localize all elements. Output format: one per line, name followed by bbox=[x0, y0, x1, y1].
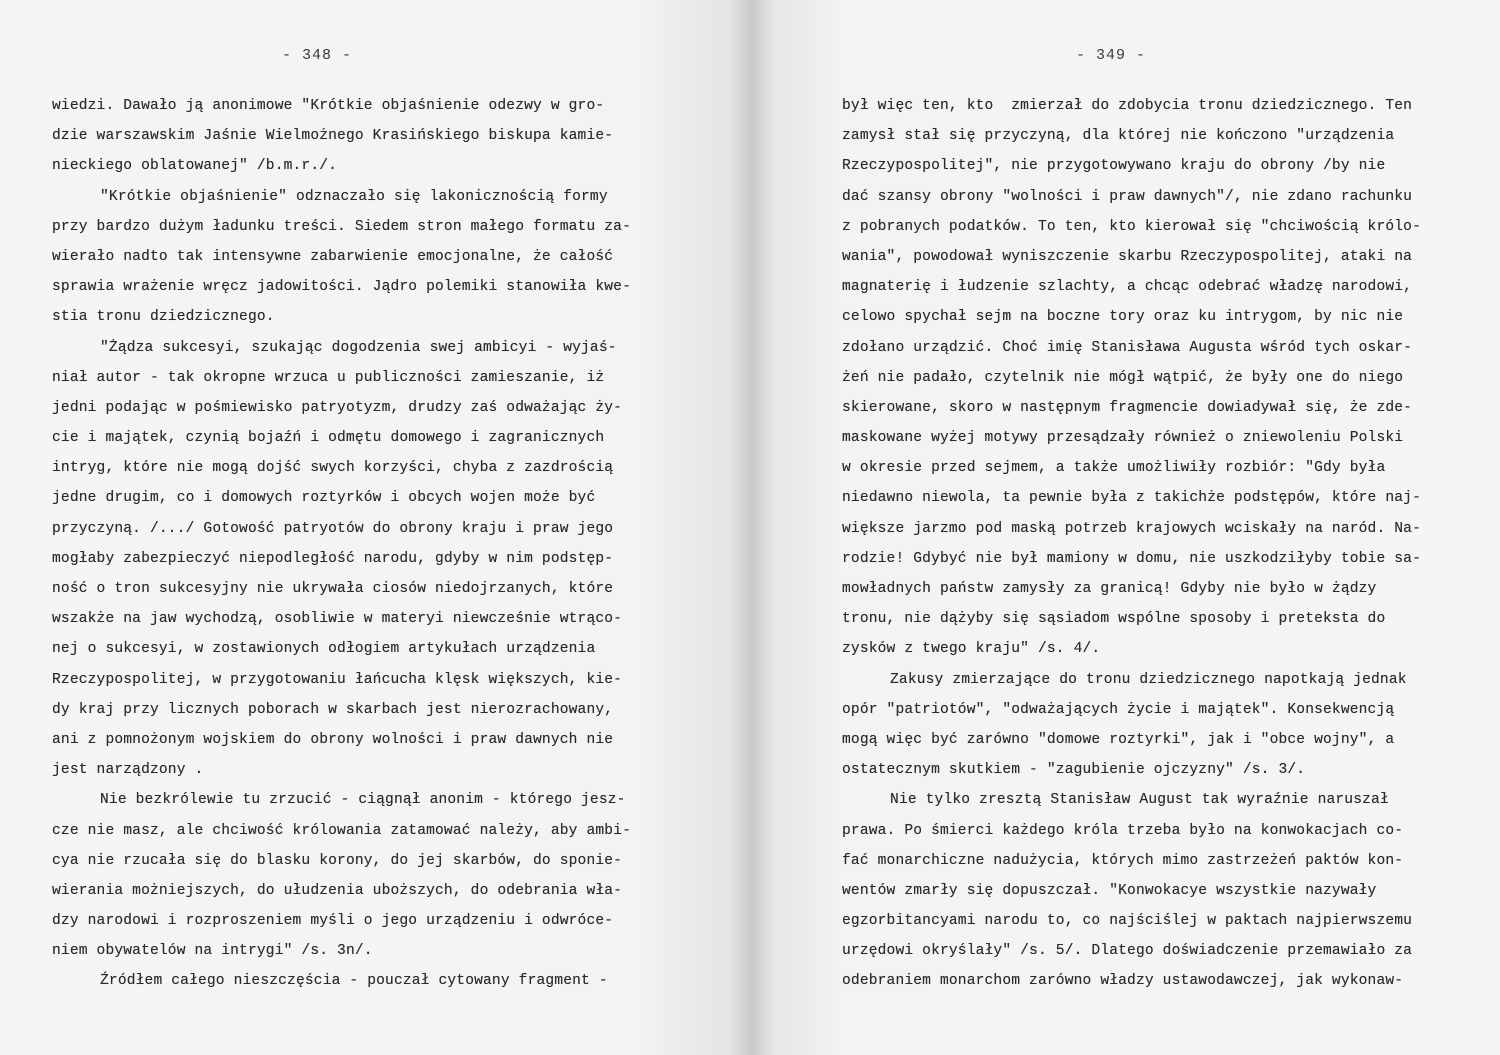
text-line: większe jarzmo pod maską potrzeb krajowych wciskały na naród. Na- bbox=[842, 520, 1421, 537]
text-line: nej o sukcesyi, w zostawionych odłogiem artykułach urządzenia bbox=[52, 641, 596, 658]
text-line: "Żądza sukcesyi, szukając dogodzenia swej ambicyi - wyjaś- bbox=[100, 339, 617, 356]
text-line: zamysł stał się przyczyną, dla której nie kończono "urządzenia bbox=[842, 128, 1395, 145]
text-line: stia tronu dziedzicznego. bbox=[52, 309, 275, 326]
text-line: jedni podając w pośmiewisko patryotyzm, drudzy zaś odważając ży- bbox=[52, 399, 623, 416]
page-number: - 348 - bbox=[282, 47, 353, 64]
text-line: dzie warszawskim Jaśnie Wielmożnego Krasińskiego biskupa kamie- bbox=[52, 128, 614, 145]
text-line: opór "patriotów", "odważających życie i majątek". Konsekwencją bbox=[842, 701, 1395, 718]
text-line: Zakusy zmierzające do tronu dziedzicznego napotkają jednak bbox=[890, 671, 1407, 688]
text-line: ność o tron sukcesyjny nie ukrywała ciosów niedojrzanych, które bbox=[52, 581, 614, 597]
text-line: mogą więc być zarówno "domowe roztyrki", jak i "obce wojny", a bbox=[842, 731, 1395, 748]
text-line: celowo spychał sejm na boczne tory oraz ku intrygom, by nic nie bbox=[842, 309, 1404, 326]
text-line: wania", powodował wyniszczenie skarbu Rzeczypospolitej, ataki na bbox=[842, 248, 1413, 265]
text-line: jest narządzony . bbox=[52, 762, 204, 779]
text-line: niedawno niewola, ta pewnie była z takichże podstępów, które naj- bbox=[842, 490, 1421, 507]
text-line: w okresie przed sejmem, a także umożliwiły rozbiór: "Gdy była bbox=[842, 460, 1386, 477]
text-line: Rzeczypospolitej, w przygotowaniu łańcucha klęsk większych, kie- bbox=[52, 671, 623, 688]
text-line: skierowane, skoro w następnym fragmencie dowiadywał się, że zde- bbox=[842, 399, 1413, 416]
text-line: wierało nadto tak intensywne zabarwienie emocjonalne, że całość bbox=[52, 248, 614, 265]
text-line: nieckiego oblatowanej" /b.m.r./. bbox=[52, 158, 338, 175]
text-line: Rzeczypospolitej", nie przygotowywano kraju do obrony /by nie bbox=[842, 158, 1386, 175]
text-line: urzędowi okryślały" /s. 5/. Dlatego doświadczenie przemawiało za bbox=[842, 943, 1413, 960]
text-line: prawa. Po śmierci każdego króla trzeba było na konwokacjach co- bbox=[842, 822, 1404, 839]
text-line: rodzie! Gdybyć nie był mamiony w domu, nie uszkodziłyby tobie sa- bbox=[842, 550, 1421, 567]
page-number: - 349 - bbox=[1076, 47, 1147, 64]
text-line: Źródłem całego nieszczęścia - pouczał cytowany fragment - bbox=[100, 973, 608, 990]
text-line: niem obywatelów na intrygi" /s. 3n/. bbox=[52, 943, 373, 960]
text-line: intryg, które nie mogą dojść swych korzyści, chyba z zazdrością bbox=[52, 460, 614, 477]
text-line: egzorbitancyami narodu to, co najściślej w paktach najpierwszemu bbox=[842, 913, 1413, 930]
text-line: wszakże na jaw wychodzą, osobliwie w materyi niewcześnie wtrąco- bbox=[52, 611, 623, 628]
text-line: "Krótkie objaśnienie" odznaczało się lakonicznością formy bbox=[100, 188, 608, 205]
text-line: jedne drugim, co i domowych roztyrków i obcych wojen może być bbox=[52, 490, 596, 507]
text-line: zdołano urządzić. Choć imię Stanisława Augusta wśród tych oskar- bbox=[842, 339, 1413, 356]
text-line: tronu, nie dążyby się sąsiadom wspólne sposoby i preteksta do bbox=[842, 611, 1386, 628]
text-line: dać szansy obrony "wolności i praw dawnych"/, nie zdano rachunku bbox=[842, 188, 1413, 205]
right-page bbox=[752, 0, 1500, 1055]
text-line: sprawia wrażenie wręcz jadowitości. Jądro polemiki stanowiła kwe- bbox=[52, 279, 631, 296]
text-line: zysków z twego kraju" /s. 4/. bbox=[842, 641, 1101, 658]
right-page-text bbox=[842, 91, 1462, 997]
text-line: ani z pomnożonym wojskiem do obrony wolności i praw dawnych nie bbox=[52, 731, 614, 748]
text-line: przyczyną. /.../ Gotowość patryotów do obrony kraju i praw jego bbox=[52, 520, 614, 537]
text-line: z pobranych podatków. To ten, kto kierował się "chciwością królo- bbox=[842, 218, 1421, 235]
text-line: odebraniem monarchom zarówno władzy ustawodawczej, jak wykonaw- bbox=[842, 973, 1404, 990]
text-line: mowładnych państw zamysły za granicą! Gdyby nie było w żądzy bbox=[842, 581, 1377, 597]
text-line: Nie bezkrólewie tu zrzucić - ciągnął anonim - którego jesz- bbox=[100, 792, 626, 809]
text-line: wiedzi. Dawało ją anonimowe "Krótkie objaśnienie odezwy w gro- bbox=[52, 98, 605, 114]
text-line: dy kraj przy licznych poborach w skarbach jest nierozrachowany, bbox=[52, 701, 614, 718]
text-line: wierania możniejszych, do ułudzenia uboższych, do odebrania wła- bbox=[52, 882, 623, 899]
text-line: Nie tylko zresztą Stanisław August tak wyraźnie naruszał bbox=[890, 792, 1389, 809]
text-line: cie i majątek, czynią bojaźń i odmętu domowego i zagranicznych bbox=[52, 430, 605, 447]
text-line: maskowane wyżej motywy przesądzały również o zniewoleniu Polski bbox=[842, 430, 1404, 447]
text-line: był więc ten, kto zmierzał do zdobycia tronu dziedzicznego. Ten bbox=[842, 98, 1413, 114]
text-line: ostatecznym skutkiem - "zagubienie ojczyzny" /s. 3/. bbox=[842, 762, 1306, 779]
text-line: cze nie masz, ale chciwość królowania zatamować należy, aby ambi- bbox=[52, 822, 631, 839]
text-line: przy bardzo dużym ładunku treści. Siedem stron małego formatu za- bbox=[52, 218, 631, 235]
text-line: dzy narodowi i rozproszeniem myśli o jego urządzeniu i odwróce- bbox=[52, 913, 614, 930]
text-line: fać monarchiczne nadużycia, których mimo zastrzeżeń paktów kon- bbox=[842, 852, 1404, 869]
left-page-text bbox=[52, 91, 664, 997]
text-line: niał autor - tak okropne wrzuca u publiczności zamieszanie, iż bbox=[52, 369, 605, 386]
text-line: żeń nie padało, czytelnik nie mógł wątpić, że były one do niego bbox=[842, 369, 1404, 386]
text-line: magnaterię i łudzenie szlachty, a chcąc odebrać władzę narodowi, bbox=[842, 279, 1413, 296]
text-line: cya nie rzucała się do blasku korony, do jej skarbów, do sponie- bbox=[52, 852, 623, 869]
text-line: wentów zmarły się dopuszczał. "Konwokacye wszystkie nazywały bbox=[842, 882, 1377, 899]
text-line: mogłaby zabezpieczyć niepodległość narodu, gdyby w nim podstęp- bbox=[52, 550, 614, 567]
